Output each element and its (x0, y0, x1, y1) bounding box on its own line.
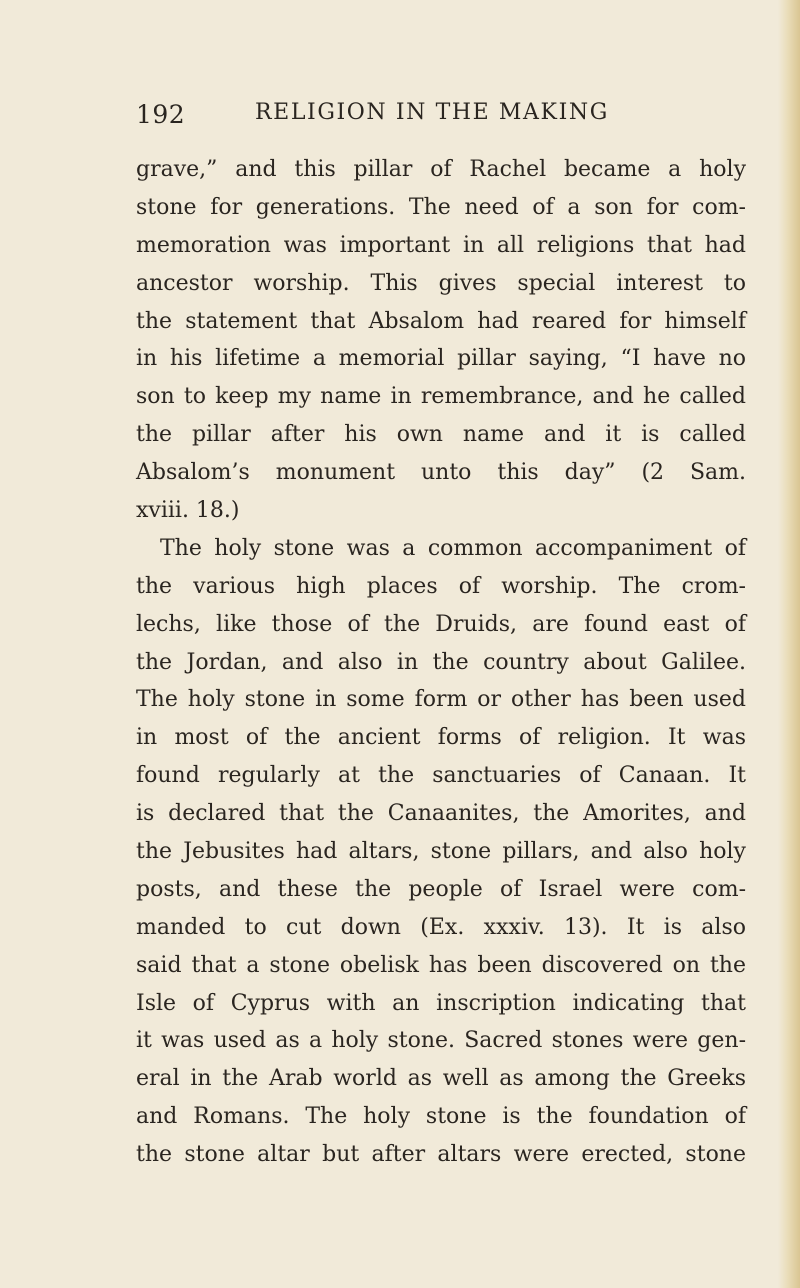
body-text (136, 151, 746, 1174)
text-line: Absalom’s monument unto this day” (2 Sam. (136, 460, 746, 486)
text-line: found regularly at the sanctuaries of Canaan. It (136, 763, 746, 789)
text-line: it was used as a holy stone. Sacred stones were gen- (136, 1028, 746, 1054)
text-line: lechs, like those of the Druids, are found east of (136, 611, 746, 637)
text-line: posts, and these the people of Israel were com- (136, 876, 746, 902)
text-line: The holy stone in some form or other has been used (136, 687, 746, 713)
text-line: xviii. 18.) (136, 498, 240, 524)
text-line: ancestor worship. This gives special interest to (136, 270, 746, 296)
text-line: eral in the Arab world as well as among the Greeks (136, 1066, 746, 1092)
text-line: the pillar after his own name and it is called (136, 422, 746, 448)
page-edge (778, 0, 800, 1288)
text-line: the Jordan, and also in the country about Galilee. (136, 649, 746, 675)
paragraph-start-line: The holy stone was a common accompaniment of (160, 535, 746, 561)
text-line: in his lifetime a memorial pillar saying, “I have no (136, 346, 746, 372)
text-line: manded to cut down (Ex. xxxiv. 13). It is also (136, 914, 746, 940)
text-line: the various high places of worship. The crom- (136, 573, 746, 599)
text-line: memoration was important in all religions that had (136, 232, 746, 258)
text-line: Isle of Cyprus with an inscription indicating that (136, 990, 746, 1016)
page-header (136, 100, 736, 140)
running-head: RELIGION IN THE MAKING (255, 100, 609, 125)
text-line: and Romans. The holy stone is the foundation of (136, 1104, 746, 1130)
page-number: 192 (136, 100, 186, 129)
text-line: son to keep my name in remembrance, and he called (136, 384, 746, 410)
text-line: in most of the ancient forms of religion. It was (136, 725, 746, 751)
text-line: grave,” and this pillar of Rachel became a holy (136, 157, 746, 182)
text-line: the statement that Absalom had reared for himself (136, 308, 746, 334)
text-line: the stone altar but after altars were erected, stone (136, 1142, 746, 1168)
text-line: stone for generations. The need of a son for com- (136, 194, 746, 220)
text-line: the Jebusites had altars, stone pillars, and also holy (136, 839, 746, 865)
text-line: said that a stone obelisk has been discovered on the (136, 952, 746, 978)
text-line: is declared that the Canaanites, the Amorites, and (136, 801, 746, 827)
